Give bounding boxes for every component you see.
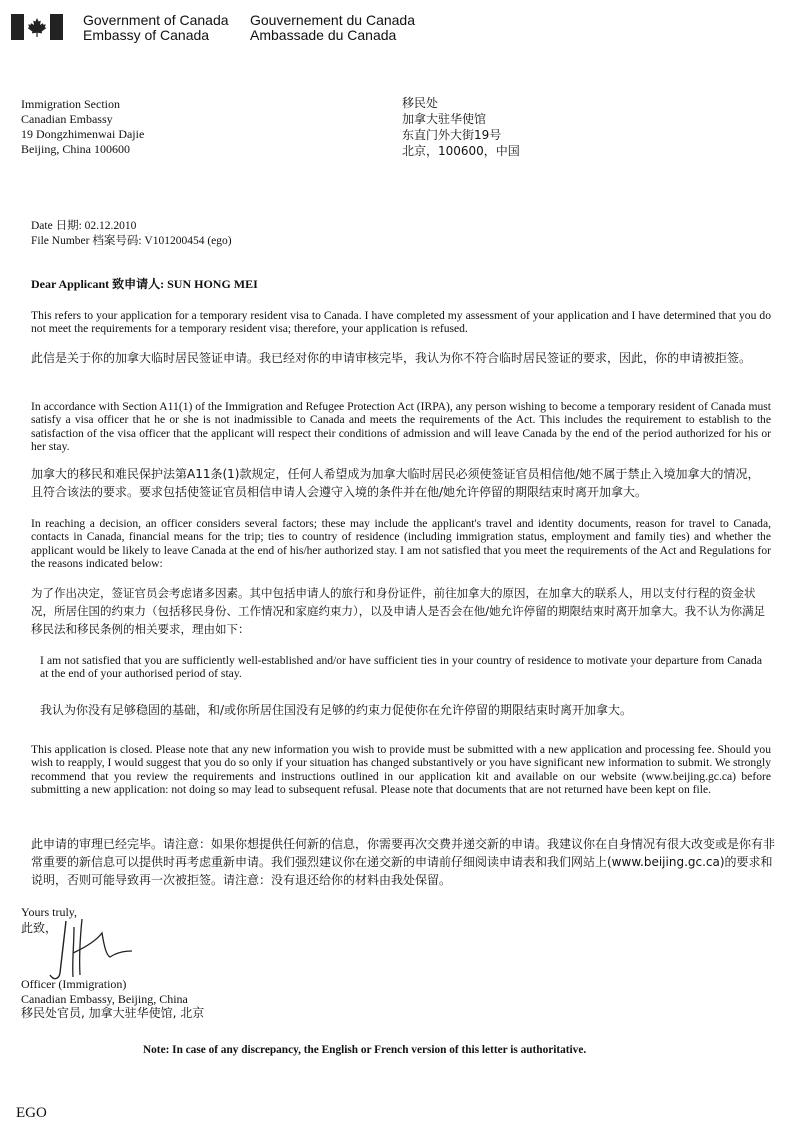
refusal-reason: I am not satisfied that you are sufficiently well-established and/or have sufficient ties in your country of residence to motivate your departure from Canada at the end of your authorised period of stay. (40, 654, 762, 681)
footer-code: EGO (16, 1105, 47, 1121)
paragraph-factors-zh: 为了作出决定，签证官员会考虑诸多因素。其中包括申请人的旅行和身份证件，前往加拿大的原因，在加拿大的联系人，用以支付行程的资金状况，所居住国的约束力（包括移民身份、工作情况和家庭约束力），以及申请人是否会在他/她允许停留的期限结束时离开加拿大。我不认为你满足移民法和移民条例的相关要求，理由如下： (31, 586, 766, 636)
closing-zh: 此致， (21, 921, 58, 935)
header-en-line1: Government of Canada (83, 12, 229, 28)
letter-date: Date 日期: 02.12.2010 (31, 220, 137, 232)
paragraph-refusal: This refers to your application for a temporary resident visa to Canada. I have completed my assessment of your application and I have determined that you do not meet the requirements for a temporary resident visa; therefore, your application is refused. (31, 309, 771, 336)
paragraph-factors: In reaching a decision, an officer considers several factors; these may include the applicant's travel and identity documents, reason for travel to Canada, contacts in Canada, financial means for the trip; ties to country of residence (including immigration status, employment and family ties) and whether the applicant would be likely to leave Canada at the end of his/her authorized stay. I am not satisfied that you meet the requirements of the Act and Regulations for the reasons indicated below: (31, 517, 771, 570)
paragraph-closed-zh: 此申请的审理已经完毕。请注意：如果你想提供任何新的信息，你需要再次交费并递交新的申请。我建议你在自身情况有很大改变或是你有非常重要的新信息可以提供时再考虑重新申请。我们强烈建议你在递交新的申请前仔细阅读申请表和我们网站上(www.beijing.gc.ca)的要求和说明，否则可能导致再一次被拒签。请注意：没有退还给你的材料由我处保留。 (31, 837, 776, 887)
paragraph-irpa-zh: 加拿大的移民和难民保护法第A11条(1)款规定，任何人希望成为加拿大临时居民必须使签证官员相信他/她不属于禁止入境加拿大的情况，且符合该法的要求。要求包括使签证官员相信申请人会遵守入境的条件并在他/她允许停留的期限结束时离开加拿大。 (31, 467, 760, 499)
officer-organization: Canadian Embassy, Beijing, China (21, 991, 188, 1006)
paragraph-refusal-zh: 此信是关于你的加拿大临时居民签证申请。我已经对你的申请审核完毕，我认为你不符合临时居民签证的要求，因此，你的申请被拒签。 (31, 351, 752, 365)
paragraph-irpa: In accordance with Section A11(1) of the Immigration and Refugee Protection Act (IRPA), any person wishing to become a temporary resident of Canada must satisfy a visa officer that he or she is not inadmissible to Canada and meets the requirements of the Act. This includes the requirement to establish to the satisfaction of the visa officer that the applicant will respect their conditions of admission and will leave Canada by the end of the period authorized for his or her stay. (31, 400, 771, 453)
header-fr-line2: Ambassade du Canada (250, 27, 397, 43)
sender-zh-line: 加拿大驻华使馆 (402, 112, 487, 126)
closing-en: Yours truly, (21, 905, 78, 919)
officer-organization-zh: 移民处官员, 加拿大驻华使馆, 北京 (21, 1006, 205, 1020)
sender-en-line: Beijing, China 100600 (21, 142, 130, 156)
header-en-line2: Embassy of Canada (83, 27, 210, 43)
sender-en-line: 19 Dongzhimenwai Dajie (21, 127, 145, 141)
refusal-reason-zh: 我认为你没有足够稳固的基础，和/或你所居住国没有足够的约束力促使你在允许停留的期限结束时离开加拿大。 (40, 703, 633, 717)
authoritative-version-note: Note: In case of any discrepancy, the English or French version of this letter is authoritative. (143, 1044, 587, 1056)
file-number: File Number 档案号码: V101200454 (ego) (31, 235, 232, 247)
salutation: Dear Applicant 致申请人: SUN HONG MEI (31, 277, 258, 291)
signature-block (21, 977, 204, 1021)
sender-en-line: Canadian Embassy (21, 112, 113, 126)
sender-zh-line: 东直门外大街19号 (402, 128, 502, 142)
sender-en-address (21, 97, 144, 157)
sender-en-line: Immigration Section (21, 97, 120, 111)
officer-title: Officer (Immigration) (21, 977, 127, 991)
header-fr-line1: Gouvernement du Canada (250, 12, 415, 28)
sender-zh-address (402, 95, 520, 159)
sender-zh-line: 北京，100600，中国 (402, 144, 520, 158)
sender-zh-line: 移民处 (402, 96, 439, 110)
canada-flag-icon (11, 14, 63, 40)
paragraph-closed: This application is closed. Please note that any new information you wish to provide must be submitted with a new application and processing fee. Should you wish to reapply, I would suggest that you do so only if your situation has changed substantively or you have significant new information to submit. We strongly recommend that you review the requirements and instructions outlined in our application kit and available on our website (www.beijing.gc.ca) before submitting a new application: not doing so may lead to subsequent refusal. Please note that documents that are not returned have been kept on file. (31, 743, 771, 796)
